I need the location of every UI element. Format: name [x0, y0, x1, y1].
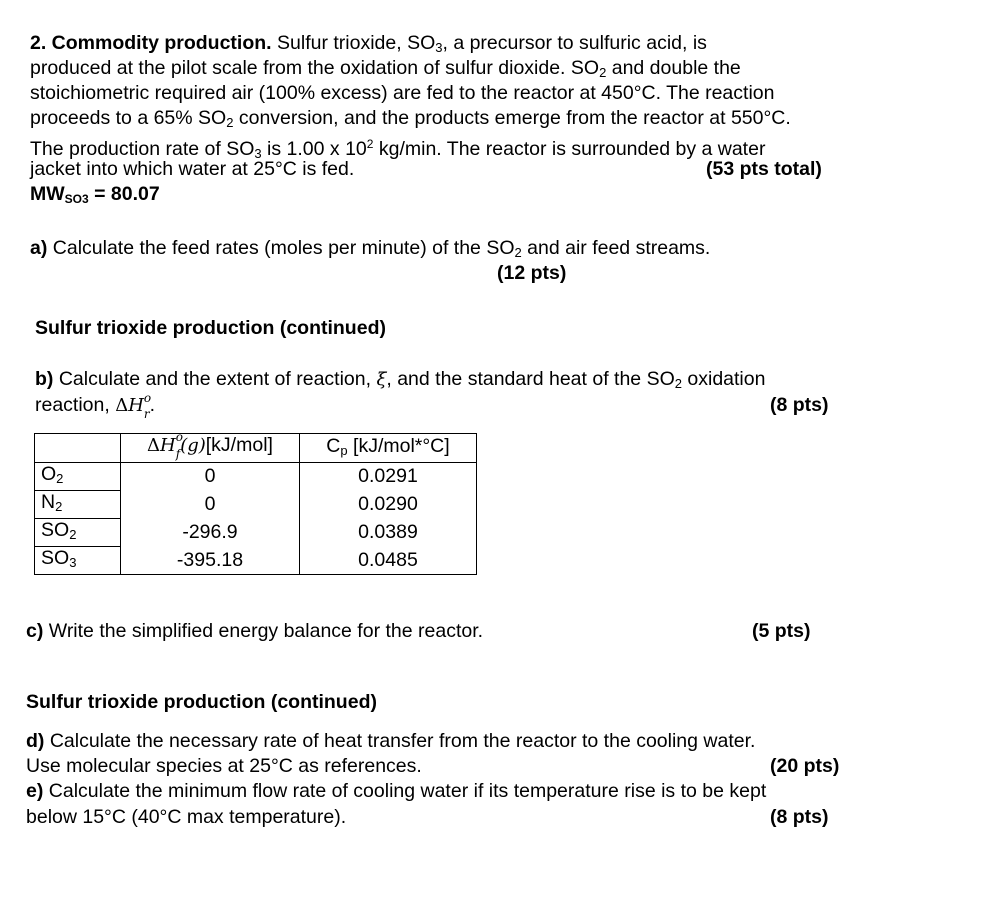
heat-capacity-cell: 0.0389 [300, 519, 477, 547]
problem-line-4: proceeds to a 65% $SO_2$ conversion, and the products emerge from the reactor at 550°C. [30, 107, 791, 130]
problem-line-1: 2. Commodity production. Sulfur trioxide, $SO_3$, a precursor to sulfuric acid, is [30, 32, 707, 55]
property-table [34, 430, 477, 575]
heat-capacity-cell: 0.0291 [300, 463, 477, 491]
part-c-points: (5 pts) [752, 620, 811, 642]
table-header-row [35, 434, 477, 463]
heat-capacity-cell: 0.0290 [300, 491, 477, 519]
section-heading-1: Sulfur trioxide production (continued) [35, 317, 386, 339]
part-d-points: (20 pts) [770, 755, 840, 777]
part-c-question: c) Write the simplified energy balance for the reactor. [26, 620, 484, 642]
problem-line-3: stoichiometric required air (100% excess) are fed to the reactor at 450°C. The reaction [30, 82, 775, 104]
table-header-species [35, 434, 121, 463]
part-a-points: (12 pts) [497, 262, 567, 284]
part-b-points: (8 pts) [770, 394, 829, 416]
part-a-question: a) Calculate the feed rates (moles per minute) of the $SO_2$ and air feed streams. [30, 237, 711, 260]
part-e-points: (8 pts) [770, 806, 829, 828]
table-row [35, 463, 477, 491]
table-row [35, 519, 477, 547]
enthalpy-cell: 0 [121, 491, 300, 519]
delta-h-rxn: ΔH o $_r$ [115, 391, 152, 421]
part-e-question-line-2: below 15°C (40°C max temperature). [26, 806, 347, 828]
problem-line-5: The production rate of $SO_3$ is 1.00 x $10^2$ kg/min. The reactor is surrounded by a water [30, 137, 766, 161]
molecular-weight: $MW_{SO3} = 80.07$ [30, 183, 160, 206]
species-cell: $O_2$ [35, 463, 121, 491]
part-d-question: d) Calculate the necessary rate of heat transfer from the reactor to the cooling water. [26, 730, 756, 752]
table-row [35, 491, 477, 519]
problem-title: 2. Commodity production. [30, 32, 272, 54]
enthalpy-cell: 0 [121, 463, 300, 491]
species-cell: $N_2$ [35, 491, 121, 519]
section-heading-2: Sulfur trioxide production (continued) [26, 691, 377, 713]
part-b-question: b) Calculate and the extent of reaction, ξ, and the standard heat of the $SO_2$ oxidation [35, 368, 766, 391]
enthalpy-cell: -296.9 [121, 519, 300, 547]
table-header-heat-capacity: $C_p$ [kJ/mol*°C] [300, 434, 477, 463]
table-row [35, 547, 477, 575]
species-cell: $SO_3$ [35, 547, 121, 575]
enthalpy-cell: -395.18 [121, 547, 300, 575]
problem-line-2: produced at the pilot scale from the oxidation of sulfur dioxide. $SO_2$ and double the [30, 57, 741, 80]
total-points: (53 pts total) [706, 158, 822, 180]
table-header-enthalpy: ΔH o $_f$(g)[kJ/mol] [121, 434, 300, 463]
species-cell: $SO_2$ [35, 519, 121, 547]
heat-capacity-cell: 0.0485 [300, 547, 477, 575]
problem-line-6: jacket into which water at 25°C is fed. [30, 158, 355, 180]
part-e-question: e) Calculate the minimum flow rate of cooling water if its temperature rise is to be kept [26, 780, 767, 802]
part-b-question-line-2: reaction, ΔH o $_r$. [35, 391, 156, 421]
part-d-question-line-2: Use molecular species at 25°C as references. [26, 755, 422, 777]
